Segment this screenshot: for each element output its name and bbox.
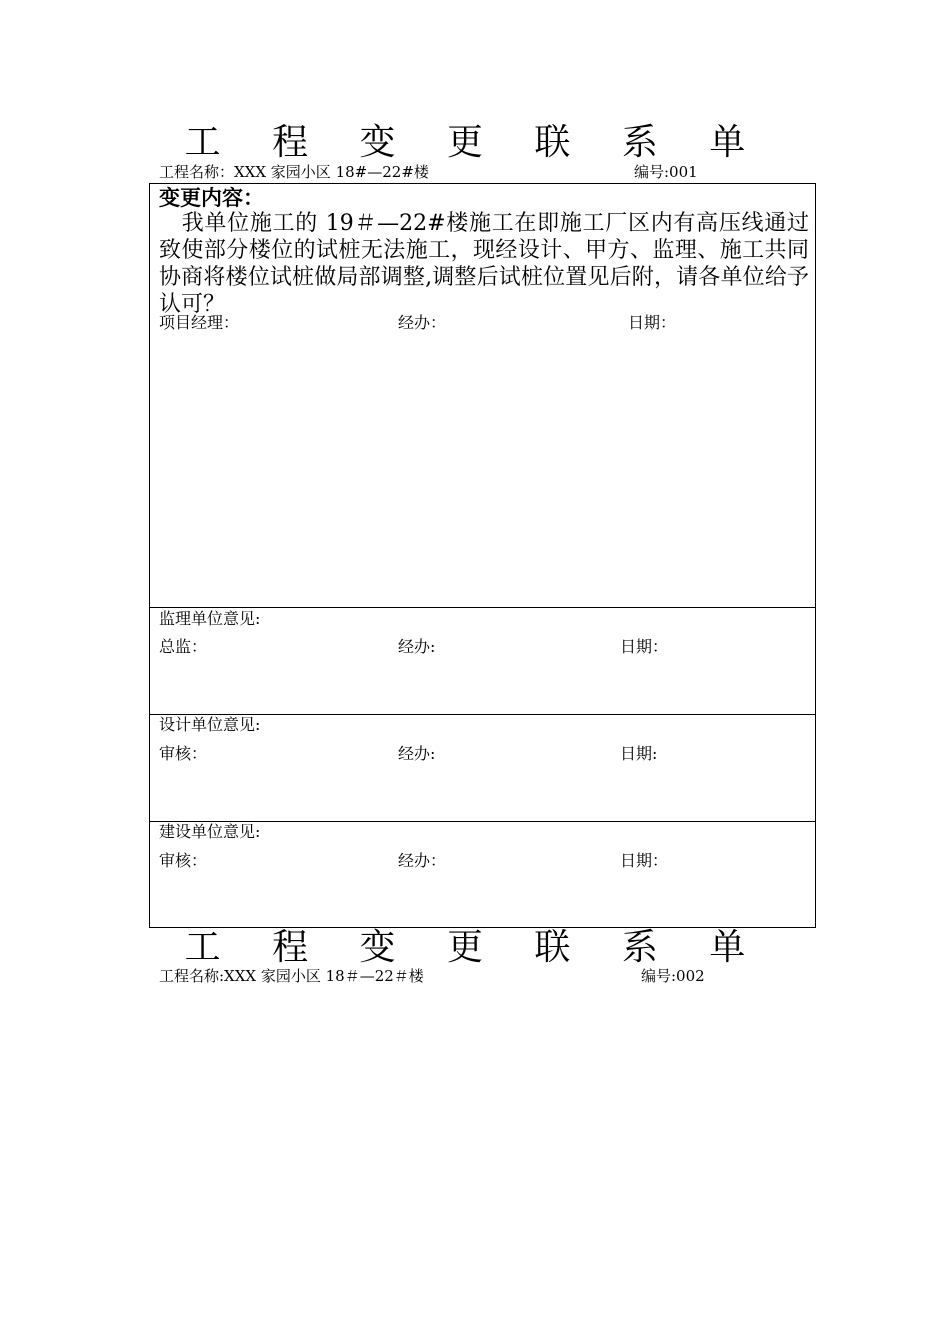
change-content-label: 变更内容： <box>159 185 264 210</box>
design-date-label: 日期: <box>620 744 658 763</box>
form-title: 工 程 变 更 联 系 单 <box>184 122 766 163</box>
section-divider <box>150 607 815 608</box>
supervision-handler-label: 经办: <box>398 637 436 656</box>
construction-opinion-label: 建设单位意见: <box>159 822 261 841</box>
design-handler-label: 经办: <box>398 744 436 763</box>
content-handler-label: 经办： <box>398 313 447 332</box>
project-name: 工程名称：XXX 家园小区 18#—22#楼 <box>159 163 429 181</box>
construction-handler-label: 经办： <box>398 851 447 870</box>
construction-date-label: 日期： <box>620 851 669 870</box>
project-manager-label: 项目经理： <box>159 313 240 332</box>
change-content-text: 我单位施工的 19＃—22#楼施工在即施工厂区内有高压线通过致使部分楼位的试桩无法施工，现经设计、甲方、监理、施工共同协商将楼位试桩做局部调整,调整后试桩位置见后附，请各单位给予认可？ <box>159 211 809 317</box>
supervision-opinion-label: 监理单位意见: <box>159 609 261 628</box>
change-content-body <box>159 210 809 318</box>
form-number: 编号:001 <box>634 163 698 181</box>
supervision-date-label: 日期： <box>620 637 669 656</box>
project-name: 工程名称:XXX 家园小区 18＃—22＃楼 <box>159 967 424 985</box>
form-title: 工 程 变 更 联 系 单 <box>184 927 766 968</box>
design-opinion-label: 设计单位意见: <box>159 715 261 734</box>
change-form-table <box>149 183 816 928</box>
construction-review-label: 审核： <box>159 851 208 870</box>
chief-supervisor-label: 总监： <box>159 637 208 656</box>
content-date-label: 日期： <box>628 313 677 332</box>
form-number: 编号:002 <box>641 967 705 985</box>
design-review-label: 审核： <box>159 744 208 763</box>
